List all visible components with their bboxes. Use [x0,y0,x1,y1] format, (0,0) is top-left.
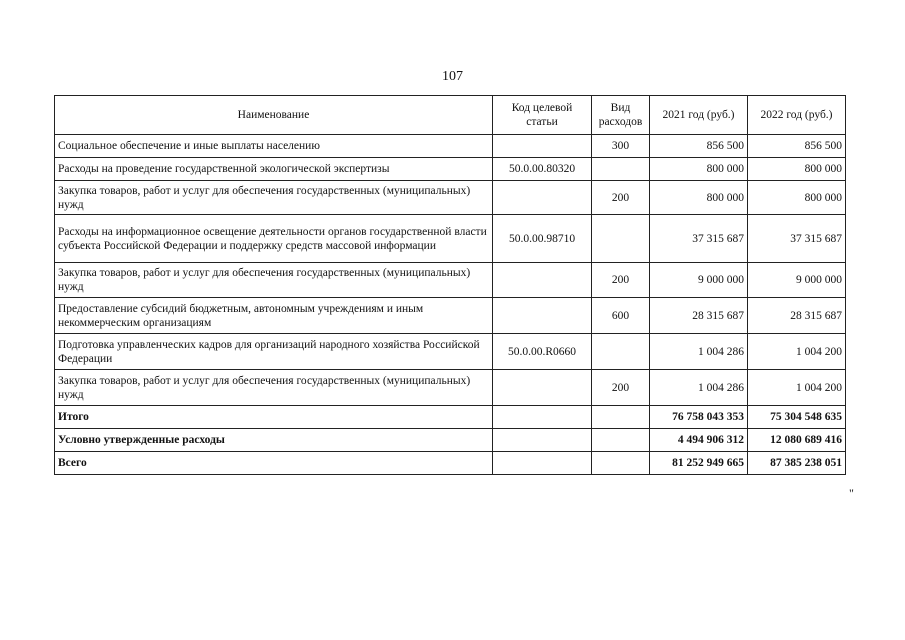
row-vid: 200 [592,181,650,215]
header-row [55,96,846,135]
row-2021: 28 315 687 [650,298,748,334]
table-row [55,263,846,298]
row-name: Предоставление субсидий бюджетным, автономным учреждениям и иным некоммерческим организациям [55,298,493,334]
row-name: Закупка товаров, работ и услуг для обеспечения государственных (муниципальных) нужд [55,263,493,298]
row-name: Социальное обеспечение и иные выплаты населению [55,135,493,158]
table-row [55,215,846,263]
table-row [55,452,846,475]
row-code [493,181,592,215]
row-2022: 28 315 687 [748,298,846,334]
row-2021: 76 758 043 353 [650,406,748,429]
table-row [55,135,846,158]
row-code [493,370,592,406]
row-vid: 300 [592,135,650,158]
row-code: 50.0.00.98710 [493,215,592,263]
row-2021: 81 252 949 665 [650,452,748,475]
row-code [493,298,592,334]
row-2022: 37 315 687 [748,215,846,263]
table-row [55,158,846,181]
row-name: Подготовка управленческих кадров для организаций народного хозяйства Российской Федерации [55,334,493,370]
row-name: Всего [55,452,493,475]
table-row [55,429,846,452]
table-body [55,135,846,475]
row-2022: 12 080 689 416 [748,429,846,452]
row-vid [592,429,650,452]
row-vid: 200 [592,370,650,406]
table-row [55,298,846,334]
header-code: Код целевой статьи [493,96,592,135]
row-2022: 856 500 [748,135,846,158]
row-vid: 600 [592,298,650,334]
row-code [493,135,592,158]
row-vid [592,334,650,370]
row-name: Расходы на информационное освещение деятельности органов государственной власти субъекта Российской Федерации и поддержку средств массовой информации [55,215,493,263]
row-vid [592,158,650,181]
row-name: Закупка товаров, работ и услуг для обеспечения государственных (муниципальных) нужд [55,181,493,215]
row-2022: 87 385 238 051 [748,452,846,475]
row-2022: 1 004 200 [748,370,846,406]
row-2022: 9 000 000 [748,263,846,298]
header-2021: 2021 год (руб.) [650,96,748,135]
table-row [55,370,846,406]
header-name: Наименование [55,96,493,135]
row-vid: 200 [592,263,650,298]
row-2021: 9 000 000 [650,263,748,298]
row-2021: 37 315 687 [650,215,748,263]
row-name: Условно утвержденные расходы [55,429,493,452]
row-2022: 75 304 548 635 [748,406,846,429]
table-row [55,181,846,215]
page-number: 107 [442,69,463,84]
row-name: Итого [55,406,493,429]
row-2021: 4 494 906 312 [650,429,748,452]
row-2022: 1 004 200 [748,334,846,370]
row-2022: 800 000 [748,158,846,181]
row-name: Расходы на проведение государственной экологической экспертизы [55,158,493,181]
row-vid [592,452,650,475]
row-code [493,263,592,298]
table-row [55,406,846,429]
row-2021: 856 500 [650,135,748,158]
table-row [55,334,846,370]
row-code [493,406,592,429]
row-vid [592,215,650,263]
row-code [493,452,592,475]
row-code [493,429,592,452]
row-code: 50.0.00.R0660 [493,334,592,370]
closing-quote: " [849,486,854,500]
header-vid: Вид расходов [592,96,650,135]
row-vid [592,406,650,429]
row-name: Закупка товаров, работ и услуг для обеспечения государственных (муниципальных) нужд [55,370,493,406]
row-code: 50.0.00.80320 [493,158,592,181]
header-2022: 2022 год (руб.) [748,96,846,135]
budget-table [54,95,846,475]
row-2021: 1 004 286 [650,334,748,370]
row-2021: 800 000 [650,158,748,181]
row-2022: 800 000 [748,181,846,215]
row-2021: 1 004 286 [650,370,748,406]
row-2021: 800 000 [650,181,748,215]
